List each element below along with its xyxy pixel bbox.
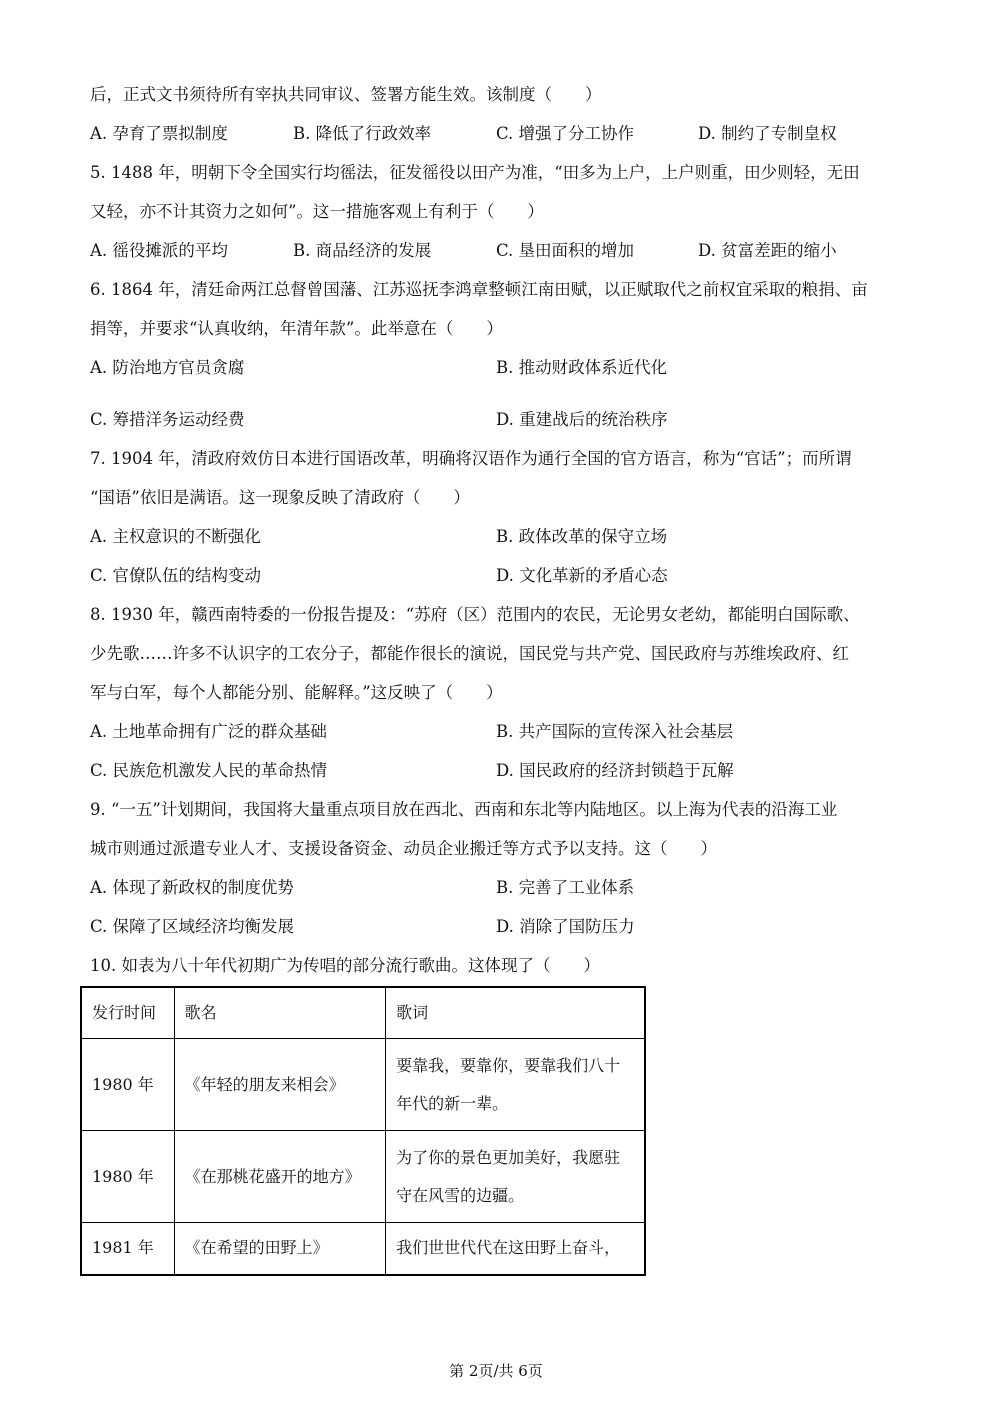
q8-stem-line2: 少先歌……许多不认识字的工农分子，都能作很长的演说，国民党与共产党、国民政府与苏维埃政府、红	[90, 644, 849, 663]
table-row	[81, 1039, 645, 1131]
q9-option-c: C. 保障了区域经济均衡发展	[90, 917, 295, 936]
q9-option-d: D. 消除了国防压力	[496, 917, 635, 936]
songs-table	[80, 986, 646, 1276]
q7-stem-line2: “国语”依旧是满语。这一现象反映了清政府（ ）	[90, 488, 470, 507]
header-lyrics: 歌词	[386, 987, 645, 1039]
cell-lyrics: 为了你的景色更加美好，我愿驻守在风雪的边疆。	[386, 1131, 645, 1223]
q8-option-b: B. 共产国际的宣传深入社会基层	[496, 722, 734, 741]
q8-stem-line1: 8. 1930 年，赣西南特委的一份报告提及：“苏府（区）范围内的农民，无论男女老幼，都能明白国际歌、	[90, 605, 860, 624]
q6-option-c: C. 筹措洋务运动经费	[90, 410, 245, 429]
cell-release-time: 1980 年	[81, 1131, 174, 1223]
cell-song-name: 《在那桃花盛开的地方》	[174, 1131, 385, 1223]
table-row	[81, 1223, 645, 1275]
q5-stem-line2: 又轻，亦不计其资力之如何”。这一措施客观上有利于（ ）	[90, 202, 544, 221]
q4-option-a: A. 孕育了票拟制度	[90, 124, 228, 143]
q8-option-a: A. 土地革命拥有广泛的群众基础	[90, 722, 327, 741]
cell-song-name: 《年轻的朋友来相会》	[174, 1039, 385, 1131]
q8-stem-line3: 军与白军，每个人都能分别、能解释。”这反映了（ ）	[90, 683, 503, 702]
q7-option-c: C. 官僚队伍的结构变动	[90, 566, 262, 585]
table-row	[81, 1131, 645, 1223]
q5-stem-line1: 5. 1488 年，明朝下令全国实行均徭法，征发徭役以田产为准，“田多为上户，上户则重，田少则轻，无田	[90, 163, 860, 182]
q8-option-c: C. 民族危机激发人民的革命热情	[90, 761, 328, 780]
q7-option-b: B. 政体改革的保守立场	[496, 527, 668, 546]
q9-stem-line2: 城市则通过派遣专业人才、支援设备资金、动员企业搬迁等方式予以支持。这（ ）	[90, 839, 717, 858]
cell-lyrics: 我们世世代代在这田野上奋斗，	[386, 1223, 645, 1275]
q5-option-d: D. 贫富差距的缩小	[698, 241, 837, 260]
q8-option-d: D. 国民政府的经济封锁趋于瓦解	[496, 761, 734, 780]
q10-stem: 10. 如表为八十年代初期广为传唱的部分流行歌曲。这体现了（ ）	[90, 956, 600, 975]
cell-release-time: 1980 年	[81, 1039, 174, 1131]
q7-option-a: A. 主权意识的不断强化	[90, 527, 261, 546]
page-footer: 第 2页/共 6页	[449, 1362, 543, 1380]
q5-option-c: C. 垦田面积的增加	[496, 241, 635, 260]
q9-option-b: B. 完善了工业体系	[496, 878, 635, 897]
q4-option-c: C. 增强了分工协作	[496, 124, 635, 143]
q4-stem-tail: 后，正式文书须待所有宰执共同审议、签署方能生效。该制度（ ）	[90, 85, 602, 104]
q6-option-b: B. 推动财政体系近代化	[496, 358, 668, 377]
table-header-row	[81, 987, 645, 1039]
q6-stem-line1: 6. 1864 年，清廷命两江总督曾国藩、江苏巡抚李鸿章整顿江南田赋，以正赋取代之前权宜采取的粮捐、亩	[90, 280, 868, 299]
header-song-name: 歌名	[174, 987, 385, 1039]
q5-option-a: A. 徭役摊派的平均	[90, 241, 228, 260]
q7-stem-line1: 7. 1904 年，清政府效仿日本进行国语改革，明确将汉语作为通行全国的官方语言，称为“官话”；而所谓	[90, 449, 852, 468]
q9-stem-line1: 9. “一五”计划期间，我国将大量重点项目放在西北、西南和东北等内陆地区。以上海为代表的沿海工业	[90, 800, 838, 819]
cell-release-time: 1981 年	[81, 1223, 174, 1275]
cell-lyrics: 要靠我，要靠你，要靠我们八十年代的新一辈。	[386, 1039, 645, 1131]
q4-option-d: D. 制约了专制皇权	[698, 124, 837, 143]
q6-option-d: D. 重建战后的统治秩序	[496, 410, 668, 429]
q9-option-a: A. 体现了新政权的制度优势	[90, 878, 294, 897]
cell-song-name: 《在希望的田野上》	[174, 1223, 385, 1275]
q6-option-a: A. 防治地方官员贪腐	[90, 358, 245, 377]
q5-option-b: B. 商品经济的发展	[293, 241, 432, 260]
q4-option-b: B. 降低了行政效率	[293, 124, 432, 143]
q6-stem-line2: 捐等，并要求“认真收纳，年清年款”。此举意在（ ）	[90, 319, 503, 338]
q7-option-d: D. 文化革新的矛盾心态	[496, 566, 668, 585]
header-release-time: 发行时间	[81, 987, 174, 1039]
